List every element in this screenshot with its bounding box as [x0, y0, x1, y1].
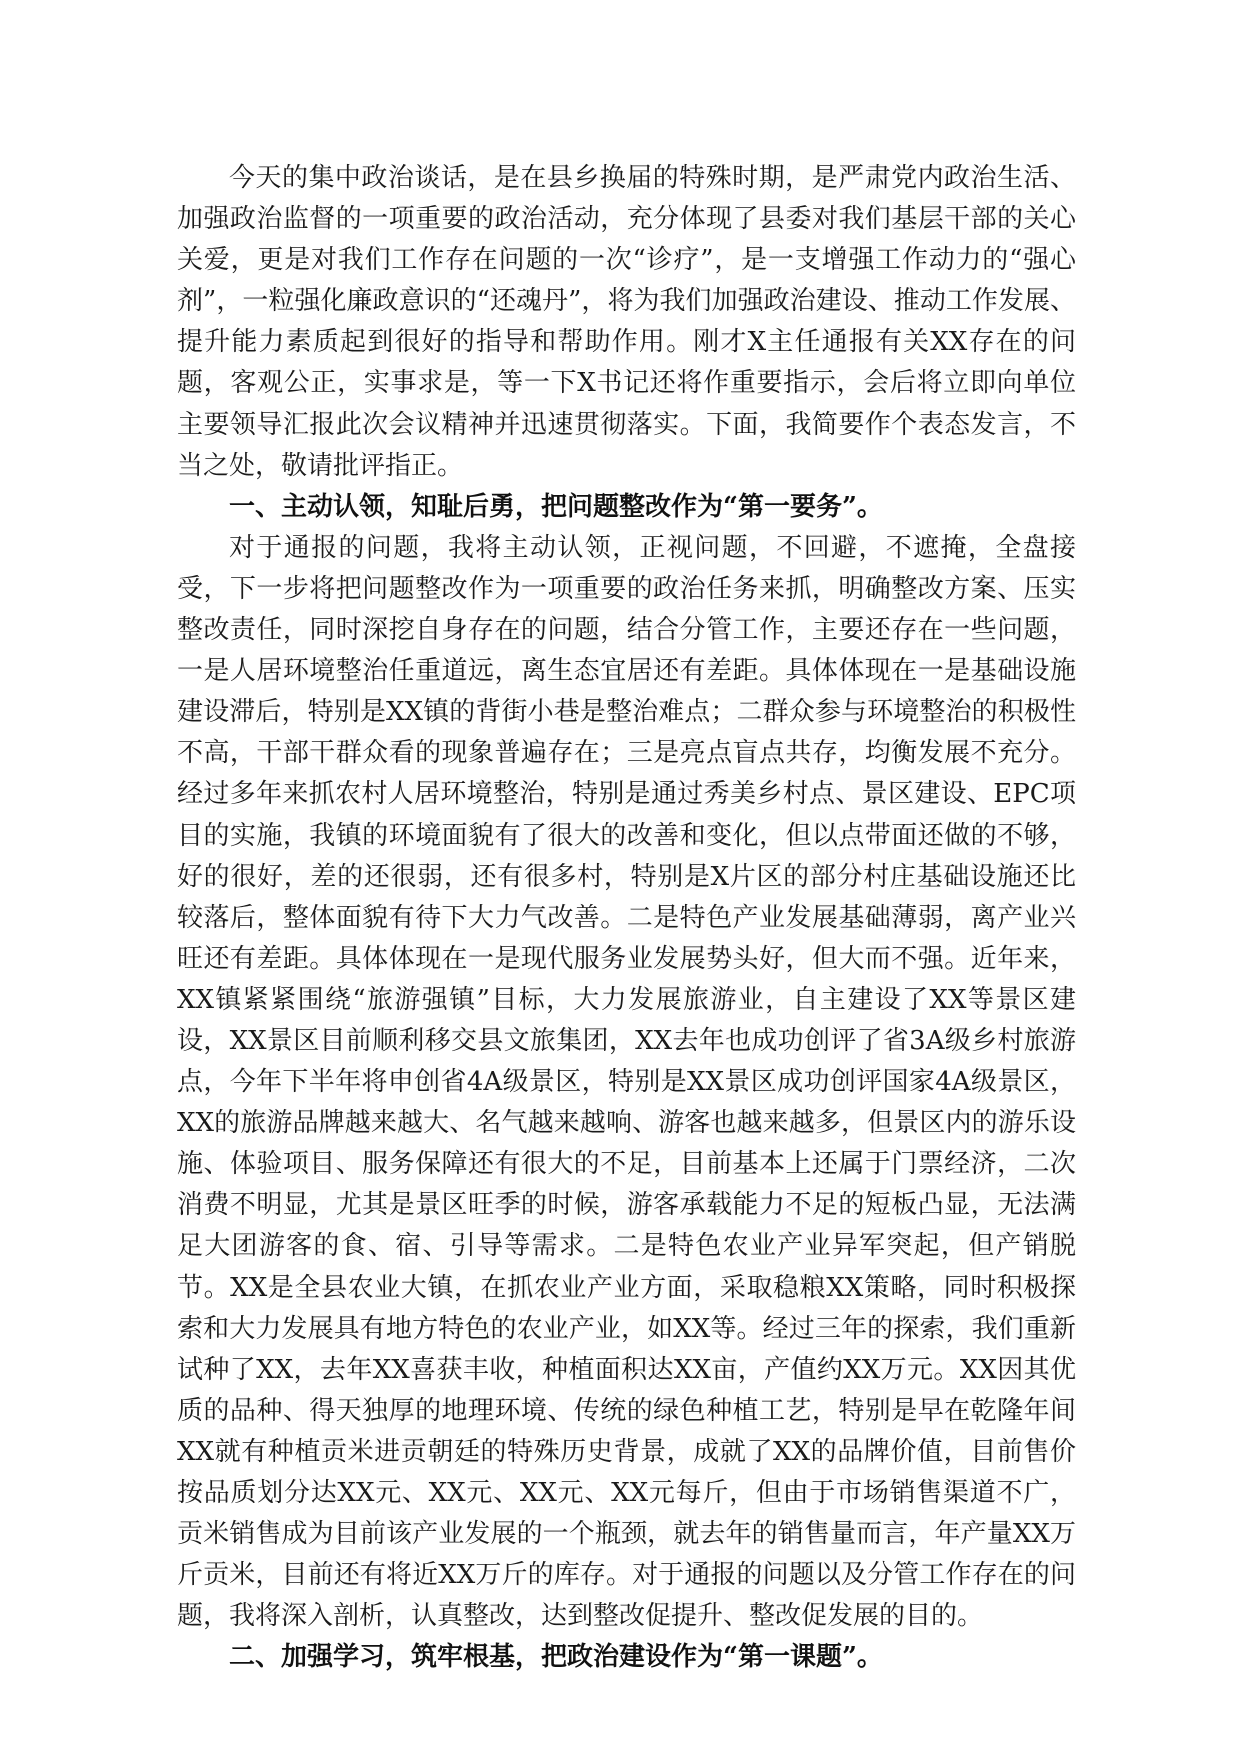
- document-body: [177, 158, 1076, 1678]
- intro-paragraph: 今天的集中政治谈话，是在县乡换届的特殊时期，是严肃党内政治生活、加强政治监督的一项重要的政治活动，充分体现了县委对我们基层干部的关心关爱，更是对我们工作存在问题的一次“诊疗”，是一支增强工作动力的“强心剂”，一粒强化廉政意识的“还魂丹”，将为我们加强政治建设、推动工作发展、提升能力素质起到很好的指导和帮助作用。刚才X主任通报有关XX存在的问题，客观公正，实事求是，等一下X书记还将作重要指示，会后将立即向单位主要领导汇报此次会议精神并迅速贯彻落实。下面，我简要作个表态发言，不当之处，敬请批评指正。: [177, 163, 1076, 481]
- section-1-paragraph: 对于通报的问题，我将主动认领，正视问题，不回避，不遮掩，全盘接受，下一步将把问题整改作为一项重要的政治任务来抓，明确整改方案、压实整改责任，同时深挖自身存在的问题，结合分管工作，主要还存在一些问题，一是人居环境整治任重道远，离生态宜居还有差距。具体体现在一是基础设施建设滞后，特别是XX镇的背街小巷是整治难点；二群众参与环境整治的积极性不高，干部干群众看的现象普遍存在；三是亮点盲点共存，均衡发展不充分。经过多年来抓农村人居环境整治，特别是通过秀美乡村点、景区建设、EPC项目的实施，我镇的环境面貌有了很大的改善和变化，但以点带面还做的不够，好的很好，差的还很弱，还有很多村，特别是X片区的部分村庄基础设施还比较落后，整体面貌有待下大力气改善。二是特色产业发展基础薄弱，离产业兴旺还有差距。具体体现在一是现代服务业发展势头好，但大而不强。近年来，XX镇紧紧围绕“旅游强镇”目标，大力发展旅游业，自主建设了XX等景区建设，XX景区目前顺利移交县文旅集团，XX去年也成功创评了省3A级乡村旅游点，今年下半年将申创省4A级景区，特别是XX景区成功创评国家4A级景区，XX的旅游品牌越来越大、名气越来越响、游客也越来越多，但景区内的游乐设施、体验项目、服务保障还有很大的不足，目前基本上还属于门票经济，二次消费不明显，尤其是景区旺季的时候，游客承载能力不足的短板凸显，无法满足大团游客的食、宿、引导等需求。二是特色农业产业异军突起，但产销脱节。XX是全县农业大镇，在抓农业产业方面，采取稳粮XX策略，同时积极探索和大力发展具有地方特色的农业产业，如XX等。经过三年的探索，我们重新试种了XX，去年XX喜获丰收，种植面积达XX亩，产值约XX万元。XX因其优质的品种、得天独厚的地理环境、传统的绿色种植工艺，特别是早在乾隆年间XX就有种植贡米进贡朝廷的特殊历史背景，成就了XX的品牌价值，目前售价按品质划分达XX元、XX元、XX元、XX元每斤，但由于市场销售渠道不广，贡米销售成为目前该产业发展的一个瓶颈，就去年的销售量而言，年产量XX万斤贡米，目前还有将近XX万斤的库存。对于通报的问题以及分管工作存在的问题，我将深入剖析，认真整改，达到整改促提升、整改促发展的目的。: [177, 532, 1076, 1632]
- section-heading-2: 二、加强学习，筑牢根基，把政治建设作为“第一课题”。: [229, 1642, 883, 1673]
- section-heading-1: 一、主动认领，知耻后勇，把问题整改作为“第一要务”。: [229, 491, 883, 522]
